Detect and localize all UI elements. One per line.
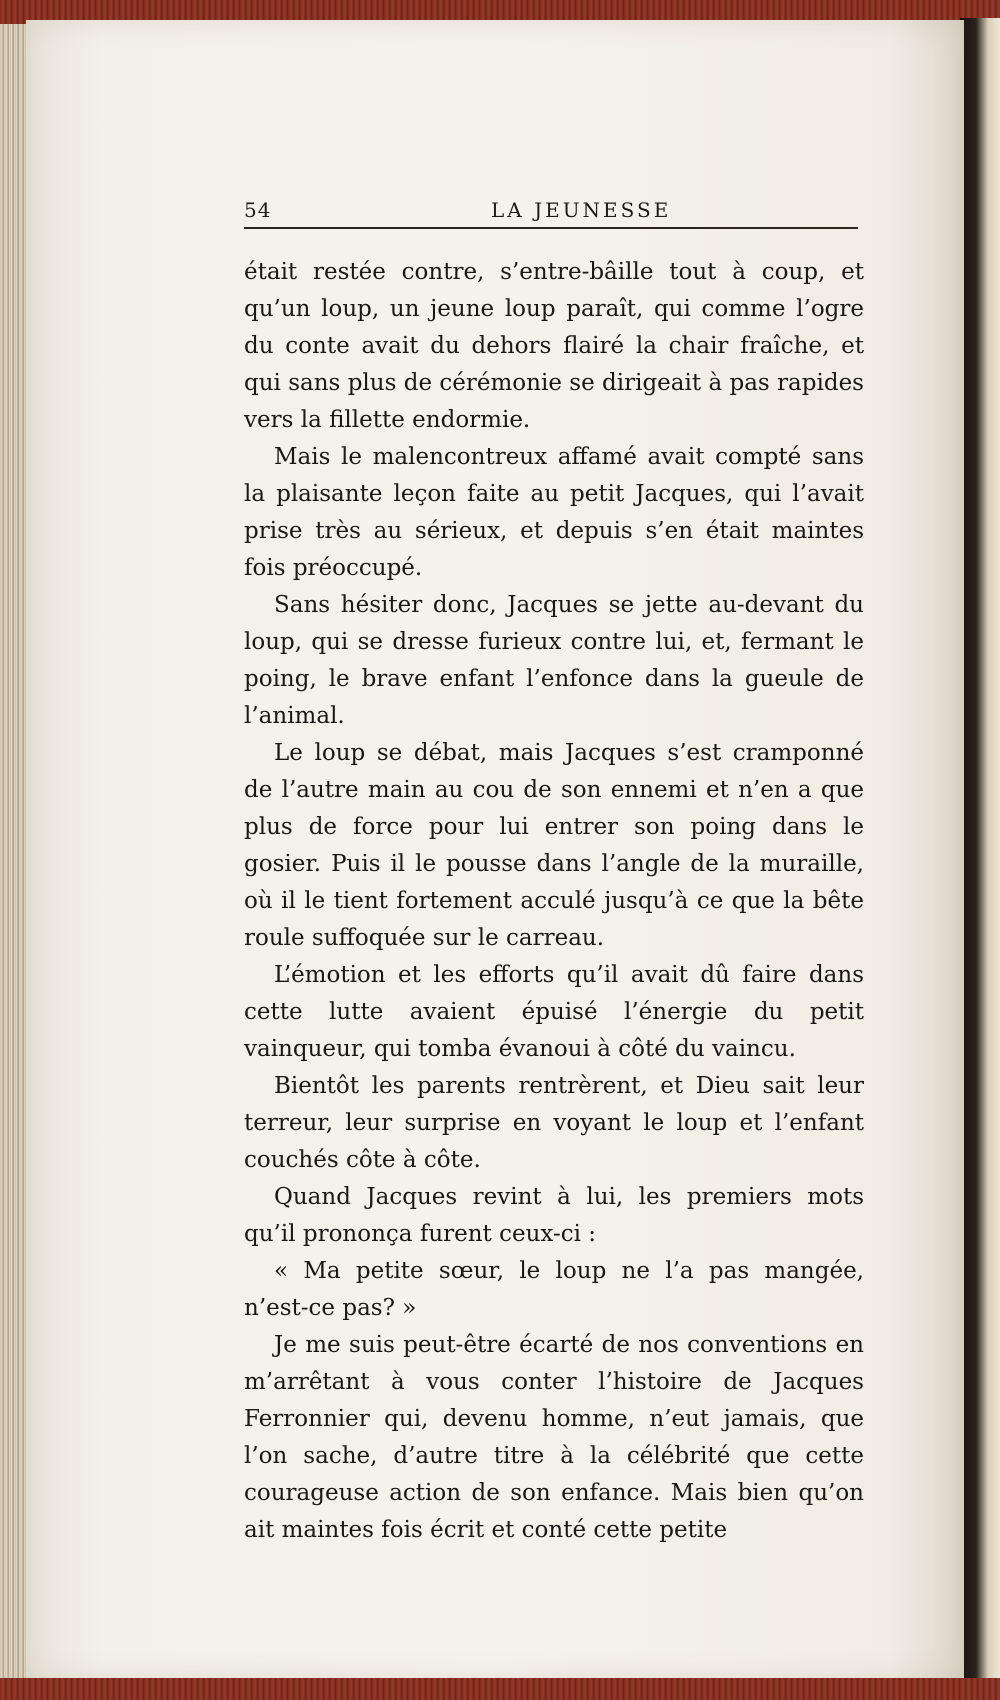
- running-title: LA JEUNESSE: [491, 198, 672, 222]
- paragraph: « Ma petite sœur, le loup ne l’a pas mangée, n’est-ce pas? »: [244, 1258, 864, 1321]
- running-head: [26, 184, 964, 224]
- paragraph: Quand Jacques revint à lui, les premiers mots qu’il prononça furent ceux-ci :: [244, 1184, 864, 1247]
- paragraph: L’émotion et les efforts qu’il avait dû faire dans cette lutte avaient épuisé l’énergie du petit vainqueur, qui tomba évanoui à côté du vaincu.: [244, 962, 864, 1062]
- paragraph: Sans hésiter donc, Jacques se jette au-devant du loup, qui se dresse furieux contre lui, et, fermant le poing, le brave enfant l’enfonce dans la gueule de l’animal.: [244, 592, 864, 729]
- page-stack-edge: [0, 24, 28, 1678]
- paragraph: Le loup se débat, mais Jacques s’est cramponné de l’autre main au cou de son ennemi et n’en a que plus de force pour lui entrer son poing dans le gosier. Puis il le pousse dans l’angle de la muraille, où il le tient fortement acculé jusqu’à ce que la bête roule suffoquée sur le carreau.: [244, 740, 864, 951]
- book-gutter: [960, 18, 1000, 1678]
- body-text: [244, 254, 864, 1549]
- paragraph: était restée contre, s’entre-bâille tout à coup, et qu’un loup, un jeune loup paraît, qui comme l’ogre du conte avait du dehors flairé la chair fraîche, et qui sans plus de cérémonie se dirigeait à pas rapides vers la fillette endormie.: [244, 259, 864, 433]
- paragraph: Je me suis peut-être écarté de nos conventions en m’arrêtant à vous conter l’histoire de Jacques Ferronnier qui, devenu homme, n’eut jamais, que l’on sache, d’autre titre à la célébrité que cette courageuse action de son enfance. Mais bien qu’on ait maintes fois écrit et conté cette petite: [244, 1332, 864, 1543]
- page-number: 54: [244, 198, 272, 222]
- paragraph: Bientôt les parents rentrèrent, et Dieu sait leur terreur, leur surprise en voyant le loup et l’enfant couchés côte à côte.: [244, 1073, 864, 1173]
- paragraph: Mais le malencontreux affamé avait compté sans la plaisante leçon faite au petit Jacques, qui l’avait prise très au sérieux, et depuis s’en était maintes fois préoccupé.: [244, 444, 864, 581]
- header-rule: [244, 227, 858, 229]
- binding-bottom-edge: [0, 1678, 1000, 1700]
- book-page: [26, 20, 964, 1680]
